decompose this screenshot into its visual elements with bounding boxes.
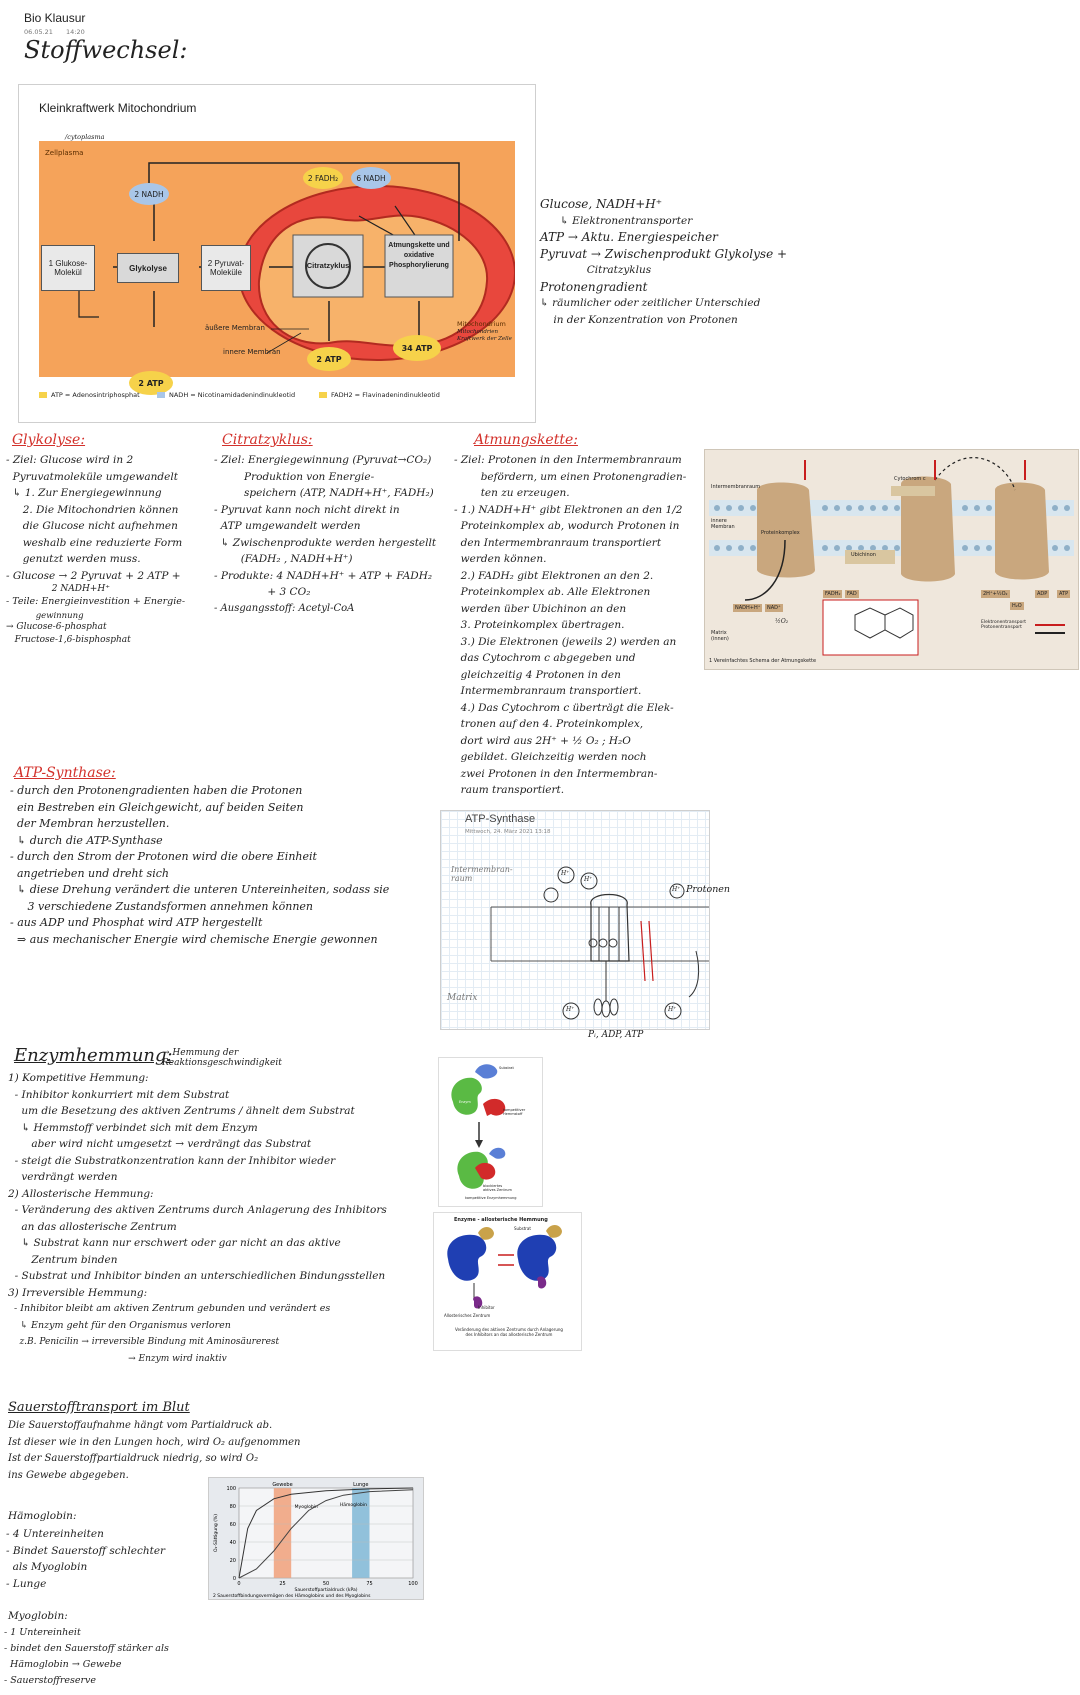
band-gewebe xyxy=(274,1488,291,1578)
legend-atp xyxy=(39,391,140,399)
note-line: Ist dieser wie in den Lungen hoch, wird O₂ aufgenommen xyxy=(8,1436,301,1448)
fad-label: FAD xyxy=(847,591,857,597)
sketch-h-plus: H⁺ xyxy=(561,870,570,877)
note-line: ten zu erzeugen. xyxy=(454,487,570,499)
glykolyse-notes xyxy=(6,452,211,647)
comp-blocked-label: blockiertes aktives Zentrum xyxy=(483,1184,512,1192)
glykolyse-box: Glykolyse xyxy=(117,253,179,283)
note-line: ↳ Substrat kann nur erschwert oder gar nicht an das aktive xyxy=(8,1237,341,1249)
note-line: als Myoglobin xyxy=(6,1561,88,1573)
cytochrome-label: Cytochrom c xyxy=(894,476,926,482)
intermembran-label: Intermembranraum xyxy=(711,484,761,490)
sketch-h-plus: H⁺ xyxy=(584,876,593,883)
atp-synthase-heading: ATP-Synthase: xyxy=(14,765,116,781)
note-line: verdrängt werden xyxy=(8,1171,118,1183)
allo-title: Enzyme - allosterische Hemmung xyxy=(454,1217,548,1223)
note-line: - Ausgangsstoff: Acetyl-CoA xyxy=(214,602,355,614)
note-line: Proteinkomplex ab, wodurch Protonen in xyxy=(454,520,680,532)
atmung-heading: Atmungskette: xyxy=(474,432,578,448)
haemo-heading: Hämoglobin: xyxy=(8,1510,77,1522)
legend-nadh xyxy=(157,391,295,399)
matrix-label: Matrix (innen) xyxy=(711,630,729,642)
note-line: Fructose-1,6-bisphosphat xyxy=(6,634,131,645)
note-line: ↳ durch die ATP-Synthase xyxy=(10,833,163,847)
note-line: Zentrum binden xyxy=(8,1253,118,1266)
nadh-6-badge: 6 NADH xyxy=(351,167,391,189)
sketch-protonen-label: Protonen xyxy=(686,884,731,895)
chart-caption: 2 Sauerstoffbindungsvermögen des Hämoglobins und des Myoglobins xyxy=(213,1594,371,1599)
atp-2-bottom-badge: 2 ATP xyxy=(307,347,351,371)
note-time: 14:20 xyxy=(66,28,85,36)
note-line: - Substrat und Inhibitor binden an unterschiedlichen Bindungsstellen xyxy=(8,1270,386,1282)
note-line: ↳ Zwischenprodukte werden hergestellt xyxy=(214,536,437,549)
legend-nadh-text: NADH = Nicotinamidadenindinukleotid xyxy=(169,391,296,399)
note-line: - Sauerstoffreserve xyxy=(4,1675,97,1686)
h2o-label: H₂O xyxy=(1012,603,1022,609)
sketch-caption: Pᵢ, ADP, ATP xyxy=(588,1030,644,1040)
mitochondrium-label: Mitochondrium xyxy=(457,320,506,328)
note-line: - Ziel: Protonen in den Intermembranraum xyxy=(454,454,682,466)
atmungskette-label: Atmungskette und oxidative Phosphorylierung xyxy=(388,242,450,269)
nad-label: NAD⁺ xyxy=(767,605,781,611)
x-tick-label: 25 xyxy=(279,1581,286,1587)
glykolyse-heading: Glykolyse: xyxy=(12,432,86,448)
legend-atp-swatch xyxy=(39,392,47,398)
citrat-notes xyxy=(214,452,454,617)
atp-2-left-badge: 2 ATP xyxy=(129,371,173,395)
oxygen-label: 2H⁺+½O₂ xyxy=(983,591,1008,597)
figure-title: Kleinkraftwerk Mitochondrium xyxy=(39,101,197,115)
oxygen-chart-svg xyxy=(209,1478,423,1599)
note-line: (FADH₂ , NADH+H⁺) xyxy=(214,553,353,565)
enzym-subtitle: → Hemmung der Reaktionsgeschwindigkeit xyxy=(162,1048,282,1068)
fadh2-badge: 2 FADH₂ xyxy=(303,167,343,189)
note-line: ein Bestreben ein Gleichgewicht, auf beiden Seiten xyxy=(10,800,304,814)
note-line: Hämoglobin → Gewebe xyxy=(4,1659,122,1670)
haemo-notes xyxy=(6,1526,206,1592)
note-line: das Cytochrom c abgegeben und xyxy=(454,652,636,664)
proteinkomplex-label: Proteinkomplex xyxy=(761,530,800,536)
note-line: gebildet. Gleichzeitig werden noch xyxy=(454,751,647,763)
note-line: ⇒ aus mechanischer Energie wird chemische Energie gewonnen xyxy=(10,932,378,946)
note-line: 4.) Das Cytochrom c überträgt die Elek- xyxy=(454,701,674,714)
note-line: angetrieben und dreht sich xyxy=(10,866,169,880)
nadh-2-badge: 2 NADH xyxy=(129,183,169,205)
citratzyklus-label: Citratzyklus xyxy=(306,261,350,270)
note-line: ins Gewebe abgegeben. xyxy=(8,1469,129,1481)
note-line: an das allosterische Zentrum xyxy=(8,1220,177,1233)
sketch-date: Mittwoch, 24. März 2021 13:18 xyxy=(465,829,551,835)
oxygen-note: ½O₂ xyxy=(775,618,789,625)
note-line: - Inhibitor bleibt am aktiven Zentrum gebunden und verändert es xyxy=(8,1303,331,1314)
note-line: - Inhibitor konkurriert mit dem Substrat xyxy=(8,1088,230,1101)
note-date: 06.05.21 xyxy=(24,28,53,36)
comp-substrat-label: Substrat xyxy=(499,1066,514,1070)
note-line: - Ziel: Glucose wird in 2 xyxy=(6,454,134,466)
note-line: ↳ räumlicher oder zeitlicher Unterschied xyxy=(540,297,761,309)
y-tick-label: 60 xyxy=(229,1522,236,1528)
note-line: 2.) FADH₂ gibt Elektronen an den 2. xyxy=(454,569,654,582)
note-line: Protonengradient xyxy=(540,279,648,294)
citrat-heading: Citratzyklus: xyxy=(222,432,313,448)
legend-fadh2-swatch xyxy=(319,392,327,398)
note-line: werden können. xyxy=(454,553,547,565)
atp-label: ATP xyxy=(1059,591,1069,597)
outer-membrane-label: äußere Membran xyxy=(205,324,265,332)
y-axis-label: O₂-Sättigung (%) xyxy=(214,1514,219,1552)
note-line: ↳ 1. Zur Energiegewinnung xyxy=(6,487,162,499)
note-line: Pyruvatmoleküle umgewandelt xyxy=(6,470,178,483)
band-label: Lunge xyxy=(353,1482,369,1488)
allo-caption: Veränderung des aktiven Zentrums durch Anlagerung des Inhibitors an das allosterische Zentrum xyxy=(455,1327,563,1337)
note-line: um die Besetzung des aktiven Zentrums / ähnelt dem Substrat xyxy=(8,1105,355,1117)
note-line: 3. Proteinkomplex übertragen. xyxy=(454,619,625,631)
note-line: befördern, um einen Protonengradien- xyxy=(454,470,687,483)
note-line: z.B. Penicilin → irreversible Bindung mit Aminosäurerest xyxy=(8,1337,280,1347)
atmungskette-drawing xyxy=(705,450,1078,669)
plot-area xyxy=(239,1488,413,1578)
sauerstoff-notes xyxy=(8,1418,368,1484)
note-line: ↳ Elektronentransporter xyxy=(540,214,693,227)
fadh2-label: FADH₂ xyxy=(825,591,841,597)
sketch-h-plus: H⁺ xyxy=(672,886,681,893)
x-axis-label: Sauerstoffpartialdruck (kPa) xyxy=(294,1588,358,1593)
note-line: - 4 Untereinheiten xyxy=(6,1528,104,1540)
x-tick-label: 75 xyxy=(366,1581,373,1587)
note-line: → Glucose-6-phosphat xyxy=(6,621,107,632)
sketch-h-plus: H⁺ xyxy=(668,1006,677,1013)
note-line: den Intermembranraum transportiert xyxy=(454,536,662,549)
adp-label: ADP xyxy=(1037,591,1048,597)
note-line: Pyruvat → Zwischenprodukt Glykolyse + xyxy=(540,246,788,261)
notes-right xyxy=(540,196,840,328)
app-title: Bio Klausur xyxy=(24,11,86,25)
note-line: in der Konzentration von Protonen xyxy=(540,313,738,326)
legend-nadh-swatch xyxy=(157,392,165,398)
sketch-title: ATP-Synthase xyxy=(465,813,536,825)
note-line: - Bindet Sauerstoff schlechter xyxy=(6,1544,166,1557)
note-line: - durch den Strom der Protonen wird die obere Einheit xyxy=(10,850,317,863)
inner-membrane-label: innere Membran xyxy=(711,518,735,530)
note-line: 2) Allosterische Hemmung: xyxy=(8,1187,154,1200)
note-line: - Produkte: 4 NADH+H⁺ + ATP + FADH₂ xyxy=(214,569,433,582)
sketch-h-plus: H⁺ xyxy=(566,1006,575,1013)
ubichinon-label: Ubichinon xyxy=(851,552,876,558)
note-line: 3.) Die Elektronen (jeweils 2) werden an xyxy=(454,635,677,648)
note-line: Citratzyklus xyxy=(540,264,652,276)
note-line: - steigt die Substratkonzentration kann der Inhibitor wieder xyxy=(8,1154,336,1167)
atmungskette-photo xyxy=(704,449,1079,670)
y-tick-label: 40 xyxy=(229,1540,236,1546)
band-lunge xyxy=(352,1488,369,1578)
enzym-notes xyxy=(8,1070,440,1367)
note-line: Ist der Sauerstoffpartialdruck niedrig, so wird O₂ xyxy=(8,1453,259,1464)
x-tick-label: 100 xyxy=(408,1581,418,1587)
note-line: dort wird aus 2H⁺ + ½ O₂ ; H₂O xyxy=(454,734,631,747)
legend-fadh2-text: FADH2 = Flavinadenindinukleotid xyxy=(331,391,440,399)
comp-enzym-label: Enzym xyxy=(459,1100,471,1104)
note-line: - bindet den Sauerstoff stärker als xyxy=(4,1643,169,1654)
atp-sketch xyxy=(440,810,710,1030)
nadh-label: NADH+H⁺ xyxy=(735,605,761,611)
photo-caption: 1 Vereinfachtes Schema der Atmungskette xyxy=(709,658,817,664)
series-label: Myoglobin xyxy=(294,1504,318,1510)
legend-atp-text: ATP = Adenosintriphosphat xyxy=(51,391,140,399)
mitochondrium-note: Mitochondrien Kraftwerk der Zelle xyxy=(457,329,512,342)
note-line: ATP → Aktu. Energiespeicher xyxy=(540,230,718,244)
note-line: weshalb eine reduzierte Form xyxy=(6,536,183,549)
glucose-box: 1 Glukose-Molekül xyxy=(41,245,95,291)
note-line: tronen auf den 4. Proteinkomplex, xyxy=(454,718,644,730)
atp-34-badge: 34 ATP xyxy=(393,335,441,361)
note-line: - 1.) NADH+H⁺ gibt Elektronen an den 1/2 xyxy=(454,503,683,516)
zellplasma-label: Zellplasma xyxy=(45,149,84,157)
note-line: ↳ diese Drehung verändert die unteren Untereinheiten, sodass sie xyxy=(10,883,390,896)
competitive-figure xyxy=(438,1057,543,1207)
note-line: + 3 CO₂ xyxy=(214,586,311,598)
note-line: ↳ Enzym geht für den Organismus verloren xyxy=(8,1319,231,1331)
legend-fadh2 xyxy=(319,391,440,399)
inner-membrane-label: innere Membran xyxy=(223,348,281,356)
allo-inhibitor-label: Inhibitor xyxy=(478,1305,495,1310)
enzym-heading: Enzymhemmung: xyxy=(14,1045,173,1066)
note-line: Die Sauerstoffaufnahme hängt vom Partialdruck ab. xyxy=(8,1420,273,1431)
y-tick-label: 80 xyxy=(229,1504,236,1510)
oxygen-chart xyxy=(208,1477,424,1600)
comp-caption: kompetitive Enzymhemmung xyxy=(465,1196,517,1200)
sketch-matrix: Matrix xyxy=(447,993,478,1003)
note-line: 3) Irreversible Hemmung: xyxy=(8,1286,148,1299)
note-line: aber wird nicht umgesetzt → verdrängt das Substrat xyxy=(8,1138,312,1150)
series-label: Hämoglobin xyxy=(339,1503,368,1508)
cytoplasm-note: /cytoplasma xyxy=(65,133,105,141)
note-line: - aus ADP und Phosphat wird ATP hergestellt xyxy=(10,916,263,929)
note-line: - Lunge xyxy=(6,1577,47,1590)
note-line: → Enzym wird inaktiv xyxy=(8,1353,227,1364)
page-title: Stoffwechsel: xyxy=(24,36,188,64)
comp-inhibitor-label: kompetitiver Hemmstoff xyxy=(503,1108,526,1116)
sauerstoff-heading: Sauerstofftransport im Blut xyxy=(8,1400,190,1415)
sketch-intermembran: Intermembran-raum xyxy=(451,865,513,883)
sketch-drawing xyxy=(441,811,709,1029)
note-line: - Teile: Energieinvestition + Energie- xyxy=(6,596,186,607)
myo-notes xyxy=(4,1625,214,1689)
note-line: - durch den Protonengradienten haben die Protonen xyxy=(10,784,303,797)
band-label: Gewebe xyxy=(272,1482,293,1488)
y-tick-label: 0 xyxy=(232,1576,236,1582)
note-line: - Veränderung des aktiven Zentrums durch Anlagerung des Inhibitors xyxy=(8,1204,387,1216)
atp-synthase-notes xyxy=(10,783,430,948)
note-line: 3 verschiedene Zustandsformen annehmen können xyxy=(10,899,314,913)
x-tick-label: 0 xyxy=(237,1581,241,1587)
note-line: genutzt werden muss. xyxy=(6,553,141,565)
note-line: speichern (ATP, NADH+H⁺, FADH₂) xyxy=(214,487,434,499)
pyruvat-box: 2 Pyruvat-Moleküle xyxy=(201,245,251,291)
note-line: - Ziel: Energiegewinnung (Pyruvat→CO₂) xyxy=(214,454,432,466)
x-tick-label: 50 xyxy=(322,1581,330,1587)
note-line: der Membran herzustellen. xyxy=(10,817,170,830)
note-line: ↳ Hemmstoff verbindet sich mit dem Enzym xyxy=(8,1121,258,1134)
note-line: Glucose, NADH+H⁺ xyxy=(540,197,663,211)
note-line: 2. Die Mitochondrien können xyxy=(6,503,179,516)
note-line: 2 NADH+H⁺ xyxy=(6,584,110,594)
photo-legend: Elektronentransport Protonentransport xyxy=(981,620,1027,630)
allo-substrat-label: Substrat xyxy=(514,1226,531,1231)
note-line: werden über Ubichinon an den xyxy=(454,602,627,615)
note-line: - Pyruvat kann noch nicht direkt in xyxy=(214,503,400,516)
allo-zentrum-label: Allosterisches Zentrum xyxy=(444,1313,491,1318)
allosteric-figure xyxy=(433,1212,582,1351)
note-line: gleichzeitig 4 Protonen in den xyxy=(454,668,621,681)
note-line: Proteinkomplex ab. Alle Elektronen xyxy=(454,586,651,598)
note-line: gewinnung xyxy=(6,610,84,621)
note-line: Produktion von Energie- xyxy=(214,470,375,483)
note-line: ATP umgewandelt werden xyxy=(214,520,361,532)
note-line: - 1 Untereinheit xyxy=(4,1627,81,1638)
note-line: Intermembranraum transportiert. xyxy=(454,685,642,697)
y-tick-label: 100 xyxy=(226,1486,236,1492)
y-tick-label: 20 xyxy=(229,1558,236,1564)
note-line: raum transportiert. xyxy=(454,784,565,796)
note-line: - Glucose → 2 Pyruvat + 2 ATP + xyxy=(6,569,181,582)
note-line: die Glucose nicht aufnehmen xyxy=(6,520,178,532)
atmung-notes xyxy=(454,452,704,799)
note-line: 1) Kompetitive Hemmung: xyxy=(8,1072,149,1084)
myo-heading: Myoglobin: xyxy=(8,1610,68,1622)
mitochondrium-figure xyxy=(18,84,536,423)
note-line: zwei Protonen in den Intermembran- xyxy=(454,767,658,780)
